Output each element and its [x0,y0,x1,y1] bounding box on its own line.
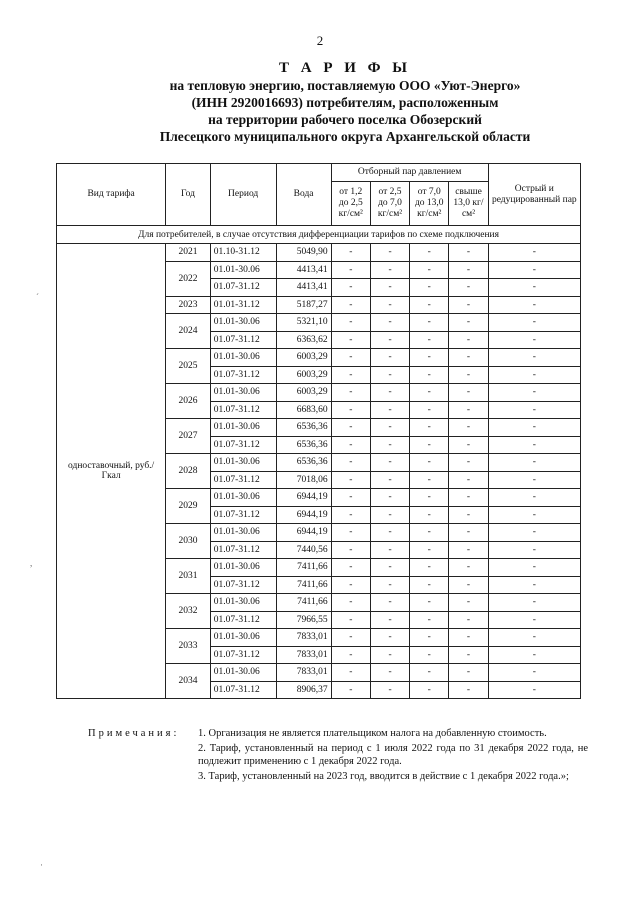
empty-tariff-cell: - [449,436,488,454]
year-cell: 2023 [166,296,211,314]
empty-tariff-cell: - [449,454,488,472]
water-tariff-cell: 6536,36 [276,419,331,437]
water-tariff-cell: 7966,55 [276,611,331,629]
empty-tariff-cell: - [410,559,449,577]
title-main: Т А Р И Ф Ы [278,60,412,76]
empty-tariff-cell: - [488,349,580,367]
tariff-kind-cell: одноставочный, руб./Гкал [57,244,166,699]
empty-tariff-cell: - [370,471,409,489]
header-water: Вода [276,164,331,226]
table-subheader: Для потребителей, в случае отсутствия дифференциации тарифов по схеме подключения [57,226,581,244]
empty-tariff-cell: - [488,506,580,524]
empty-tariff-cell: - [370,559,409,577]
page-number: 2 [316,33,324,48]
empty-tariff-cell: - [449,559,488,577]
empty-tariff-cell: - [331,331,370,349]
water-tariff-cell: 6003,29 [276,366,331,384]
header-sharp-steam: Острый и редуцированный пар [488,164,580,226]
empty-tariff-cell: - [410,349,449,367]
empty-tariff-cell: - [410,471,449,489]
note-item: 2. Тариф, установленный на период с 1 июля 2022 года по 31 декабря 2022 года, не подлежит применению с 1 декабря 2022 года. [198,743,588,767]
empty-tariff-cell: - [449,419,488,437]
empty-tariff-cell: - [488,261,580,279]
scan-mark: ´ [36,292,39,302]
empty-tariff-cell: - [449,261,488,279]
empty-tariff-cell: - [488,366,580,384]
empty-tariff-cell: - [449,629,488,647]
empty-tariff-cell: - [449,594,488,612]
scan-mark: , [30,558,33,568]
empty-tariff-cell: - [331,506,370,524]
empty-tariff-cell: - [410,436,449,454]
empty-tariff-cell: - [410,524,449,542]
water-tariff-cell: 7411,66 [276,594,331,612]
empty-tariff-cell: - [488,419,580,437]
empty-tariff-cell: - [410,366,449,384]
empty-tariff-cell: - [370,489,409,507]
empty-tariff-cell: - [488,401,580,419]
empty-tariff-cell: - [410,629,449,647]
empty-tariff-cell: - [370,366,409,384]
empty-tariff-cell: - [410,611,449,629]
period-cell: 01.01-30.06 [210,594,276,612]
empty-tariff-cell: - [370,401,409,419]
empty-tariff-cell: - [449,279,488,297]
empty-tariff-cell: - [410,489,449,507]
empty-tariff-cell: - [370,594,409,612]
header-pressure-2: от 2,5 до 7,0 кг/см² [370,182,409,226]
water-tariff-cell: 6944,19 [276,506,331,524]
period-cell: 01.07-31.12 [210,436,276,454]
year-cell: 2026 [166,384,211,419]
period-cell: 01.01-30.06 [210,384,276,402]
empty-tariff-cell: - [449,349,488,367]
empty-tariff-cell: - [410,261,449,279]
empty-tariff-cell: - [331,261,370,279]
empty-tariff-cell: - [449,471,488,489]
period-cell: 01.01-30.06 [210,349,276,367]
empty-tariff-cell: - [488,296,580,314]
empty-tariff-cell: - [449,541,488,559]
year-cell: 2031 [166,559,211,594]
empty-tariff-cell: - [449,611,488,629]
empty-tariff-cell: - [488,541,580,559]
header-kind: Вид тарифа [57,164,166,226]
empty-tariff-cell: - [331,594,370,612]
empty-tariff-cell: - [331,366,370,384]
note-item: 3. Тариф, установленный на 2023 год, вводится в действие с 1 декабря 2022 года.»; [198,771,569,782]
empty-tariff-cell: - [410,419,449,437]
empty-tariff-cell: - [370,296,409,314]
empty-tariff-cell: - [331,524,370,542]
empty-tariff-cell: - [488,314,580,332]
year-cell: 2027 [166,419,211,454]
empty-tariff-cell: - [331,454,370,472]
water-tariff-cell: 6363,62 [276,331,331,349]
empty-tariff-cell: - [488,681,580,699]
header-steam-group: Отборный пар давлением [331,164,488,182]
empty-tariff-cell: - [370,261,409,279]
water-tariff-cell: 4413,41 [276,261,331,279]
empty-tariff-cell: - [370,384,409,402]
empty-tariff-cell: - [410,401,449,419]
empty-tariff-cell: - [331,489,370,507]
water-tariff-cell: 8906,37 [276,681,331,699]
water-tariff-cell: 7833,01 [276,646,331,664]
water-tariff-cell: 6003,29 [276,384,331,402]
empty-tariff-cell: - [410,279,449,297]
period-cell: 01.07-31.12 [210,471,276,489]
empty-tariff-cell: - [488,331,580,349]
water-tariff-cell: 5049,90 [276,244,331,262]
empty-tariff-cell: - [449,664,488,682]
title-line: на тепловую энергию, поставляемую ООО «Уют-Энерго» [169,78,521,93]
empty-tariff-cell: - [370,454,409,472]
empty-tariff-cell: - [488,471,580,489]
empty-tariff-cell: - [410,646,449,664]
water-tariff-cell: 6536,36 [276,454,331,472]
empty-tariff-cell: - [370,436,409,454]
period-cell: 01.01-30.06 [210,489,276,507]
header-pressure-4: свыше 13,0 кг/см² [449,182,488,226]
note-item: 1. Организация не является плательщиком налога на добавленную стоимость. [198,728,547,739]
empty-tariff-cell: - [449,384,488,402]
empty-tariff-cell: - [449,314,488,332]
empty-tariff-cell: - [331,314,370,332]
empty-tariff-cell: - [370,664,409,682]
empty-tariff-cell: - [449,646,488,664]
empty-tariff-cell: - [331,244,370,262]
empty-tariff-cell: - [331,629,370,647]
water-tariff-cell: 6944,19 [276,489,331,507]
water-tariff-cell: 6944,19 [276,524,331,542]
empty-tariff-cell: - [410,681,449,699]
empty-tariff-cell: - [488,244,580,262]
empty-tariff-cell: - [410,576,449,594]
empty-tariff-cell: - [488,646,580,664]
header-year: Год [166,164,211,226]
empty-tariff-cell: - [488,629,580,647]
empty-tariff-cell: - [488,489,580,507]
empty-tariff-cell: - [370,314,409,332]
period-cell: 01.07-31.12 [210,646,276,664]
empty-tariff-cell: - [331,401,370,419]
empty-tariff-cell: - [488,454,580,472]
empty-tariff-cell: - [331,541,370,559]
water-tariff-cell: 6003,29 [276,349,331,367]
water-tariff-cell: 7440,56 [276,541,331,559]
year-cell: 2028 [166,454,211,489]
period-cell: 01.07-31.12 [210,611,276,629]
empty-tariff-cell: - [370,244,409,262]
empty-tariff-cell: - [488,611,580,629]
period-cell: 01.07-31.12 [210,541,276,559]
empty-tariff-cell: - [370,419,409,437]
year-cell: 2029 [166,489,211,524]
year-cell: 2034 [166,664,211,699]
period-cell: 01.01-30.06 [210,454,276,472]
period-cell: 01.10-31.12 [210,244,276,262]
period-cell: 01.07-31.12 [210,401,276,419]
period-cell: 01.01-30.06 [210,261,276,279]
water-tariff-cell: 6683,60 [276,401,331,419]
header-pressure-1: от 1,2 до 2,5 кг/см² [331,182,370,226]
empty-tariff-cell: - [331,681,370,699]
period-cell: 01.01-30.06 [210,629,276,647]
empty-tariff-cell: - [488,524,580,542]
table-row [57,244,581,262]
year-cell: 2022 [166,261,211,296]
empty-tariff-cell: - [449,576,488,594]
empty-tariff-cell: - [370,629,409,647]
empty-tariff-cell: - [410,244,449,262]
period-cell: 01.07-31.12 [210,681,276,699]
empty-tariff-cell: - [331,349,370,367]
empty-tariff-cell: - [449,489,488,507]
tariff-table [56,163,581,699]
period-cell: 01.01-30.06 [210,559,276,577]
empty-tariff-cell: - [449,296,488,314]
empty-tariff-cell: - [370,279,409,297]
document-title [60,60,630,145]
empty-tariff-cell: - [331,559,370,577]
empty-tariff-cell: - [370,681,409,699]
water-tariff-cell: 6536,36 [276,436,331,454]
notes-label: Примечания: [88,728,180,739]
water-tariff-cell: 7411,66 [276,576,331,594]
scan-mark: · [40,860,43,870]
water-tariff-cell: 5321,10 [276,314,331,332]
notes-section [88,727,588,785]
empty-tariff-cell: - [331,419,370,437]
header-pressure-3: от 7,0 до 13,0 кг/см² [410,182,449,226]
year-cell: 2021 [166,244,211,262]
water-tariff-cell: 7833,01 [276,664,331,682]
empty-tariff-cell: - [449,401,488,419]
period-cell: 01.07-31.12 [210,279,276,297]
water-tariff-cell: 7411,66 [276,559,331,577]
year-cell: 2030 [166,524,211,559]
year-cell: 2025 [166,349,211,384]
period-cell: 01.01-30.06 [210,664,276,682]
empty-tariff-cell: - [331,576,370,594]
empty-tariff-cell: - [410,664,449,682]
empty-tariff-cell: - [331,279,370,297]
empty-tariff-cell: - [370,646,409,664]
empty-tariff-cell: - [370,576,409,594]
empty-tariff-cell: - [370,506,409,524]
empty-tariff-cell: - [410,454,449,472]
period-cell: 01.01-30.06 [210,314,276,332]
period-cell: 01.01-30.06 [210,419,276,437]
empty-tariff-cell: - [370,541,409,559]
empty-tariff-cell: - [449,244,488,262]
empty-tariff-cell: - [410,331,449,349]
empty-tariff-cell: - [331,384,370,402]
period-cell: 01.07-31.12 [210,366,276,384]
empty-tariff-cell: - [331,646,370,664]
water-tariff-cell: 4413,41 [276,279,331,297]
empty-tariff-cell: - [488,559,580,577]
period-cell: 01.07-31.12 [210,576,276,594]
title-line: на территории рабочего поселка Обозерский [208,112,482,127]
empty-tariff-cell: - [488,594,580,612]
empty-tariff-cell: - [488,384,580,402]
water-tariff-cell: 7018,06 [276,471,331,489]
period-cell: 01.01-31.12 [210,296,276,314]
water-tariff-cell: 7833,01 [276,629,331,647]
empty-tariff-cell: - [370,349,409,367]
year-cell: 2032 [166,594,211,629]
empty-tariff-cell: - [331,471,370,489]
empty-tariff-cell: - [488,664,580,682]
empty-tariff-cell: - [370,331,409,349]
empty-tariff-cell: - [488,576,580,594]
empty-tariff-cell: - [410,594,449,612]
empty-tariff-cell: - [449,681,488,699]
empty-tariff-cell: - [449,331,488,349]
header-period: Период [210,164,276,226]
period-cell: 01.01-30.06 [210,524,276,542]
empty-tariff-cell: - [449,524,488,542]
period-cell: 01.07-31.12 [210,331,276,349]
empty-tariff-cell: - [410,541,449,559]
empty-tariff-cell: - [449,366,488,384]
empty-tariff-cell: - [331,296,370,314]
empty-tariff-cell: - [449,506,488,524]
empty-tariff-cell: - [370,611,409,629]
year-cell: 2033 [166,629,211,664]
title-line: (ИНН 2920016693) потребителям, расположенным [191,95,499,110]
water-tariff-cell: 5187,27 [276,296,331,314]
year-cell: 2024 [166,314,211,349]
title-line: Плесецкого муниципального округа Архангельской области [159,129,531,144]
empty-tariff-cell: - [331,664,370,682]
empty-tariff-cell: - [331,436,370,454]
empty-tariff-cell: - [370,524,409,542]
period-cell: 01.07-31.12 [210,506,276,524]
empty-tariff-cell: - [488,436,580,454]
empty-tariff-cell: - [410,384,449,402]
empty-tariff-cell: - [410,314,449,332]
empty-tariff-cell: - [410,506,449,524]
empty-tariff-cell: - [331,611,370,629]
empty-tariff-cell: - [410,296,449,314]
empty-tariff-cell: - [488,279,580,297]
